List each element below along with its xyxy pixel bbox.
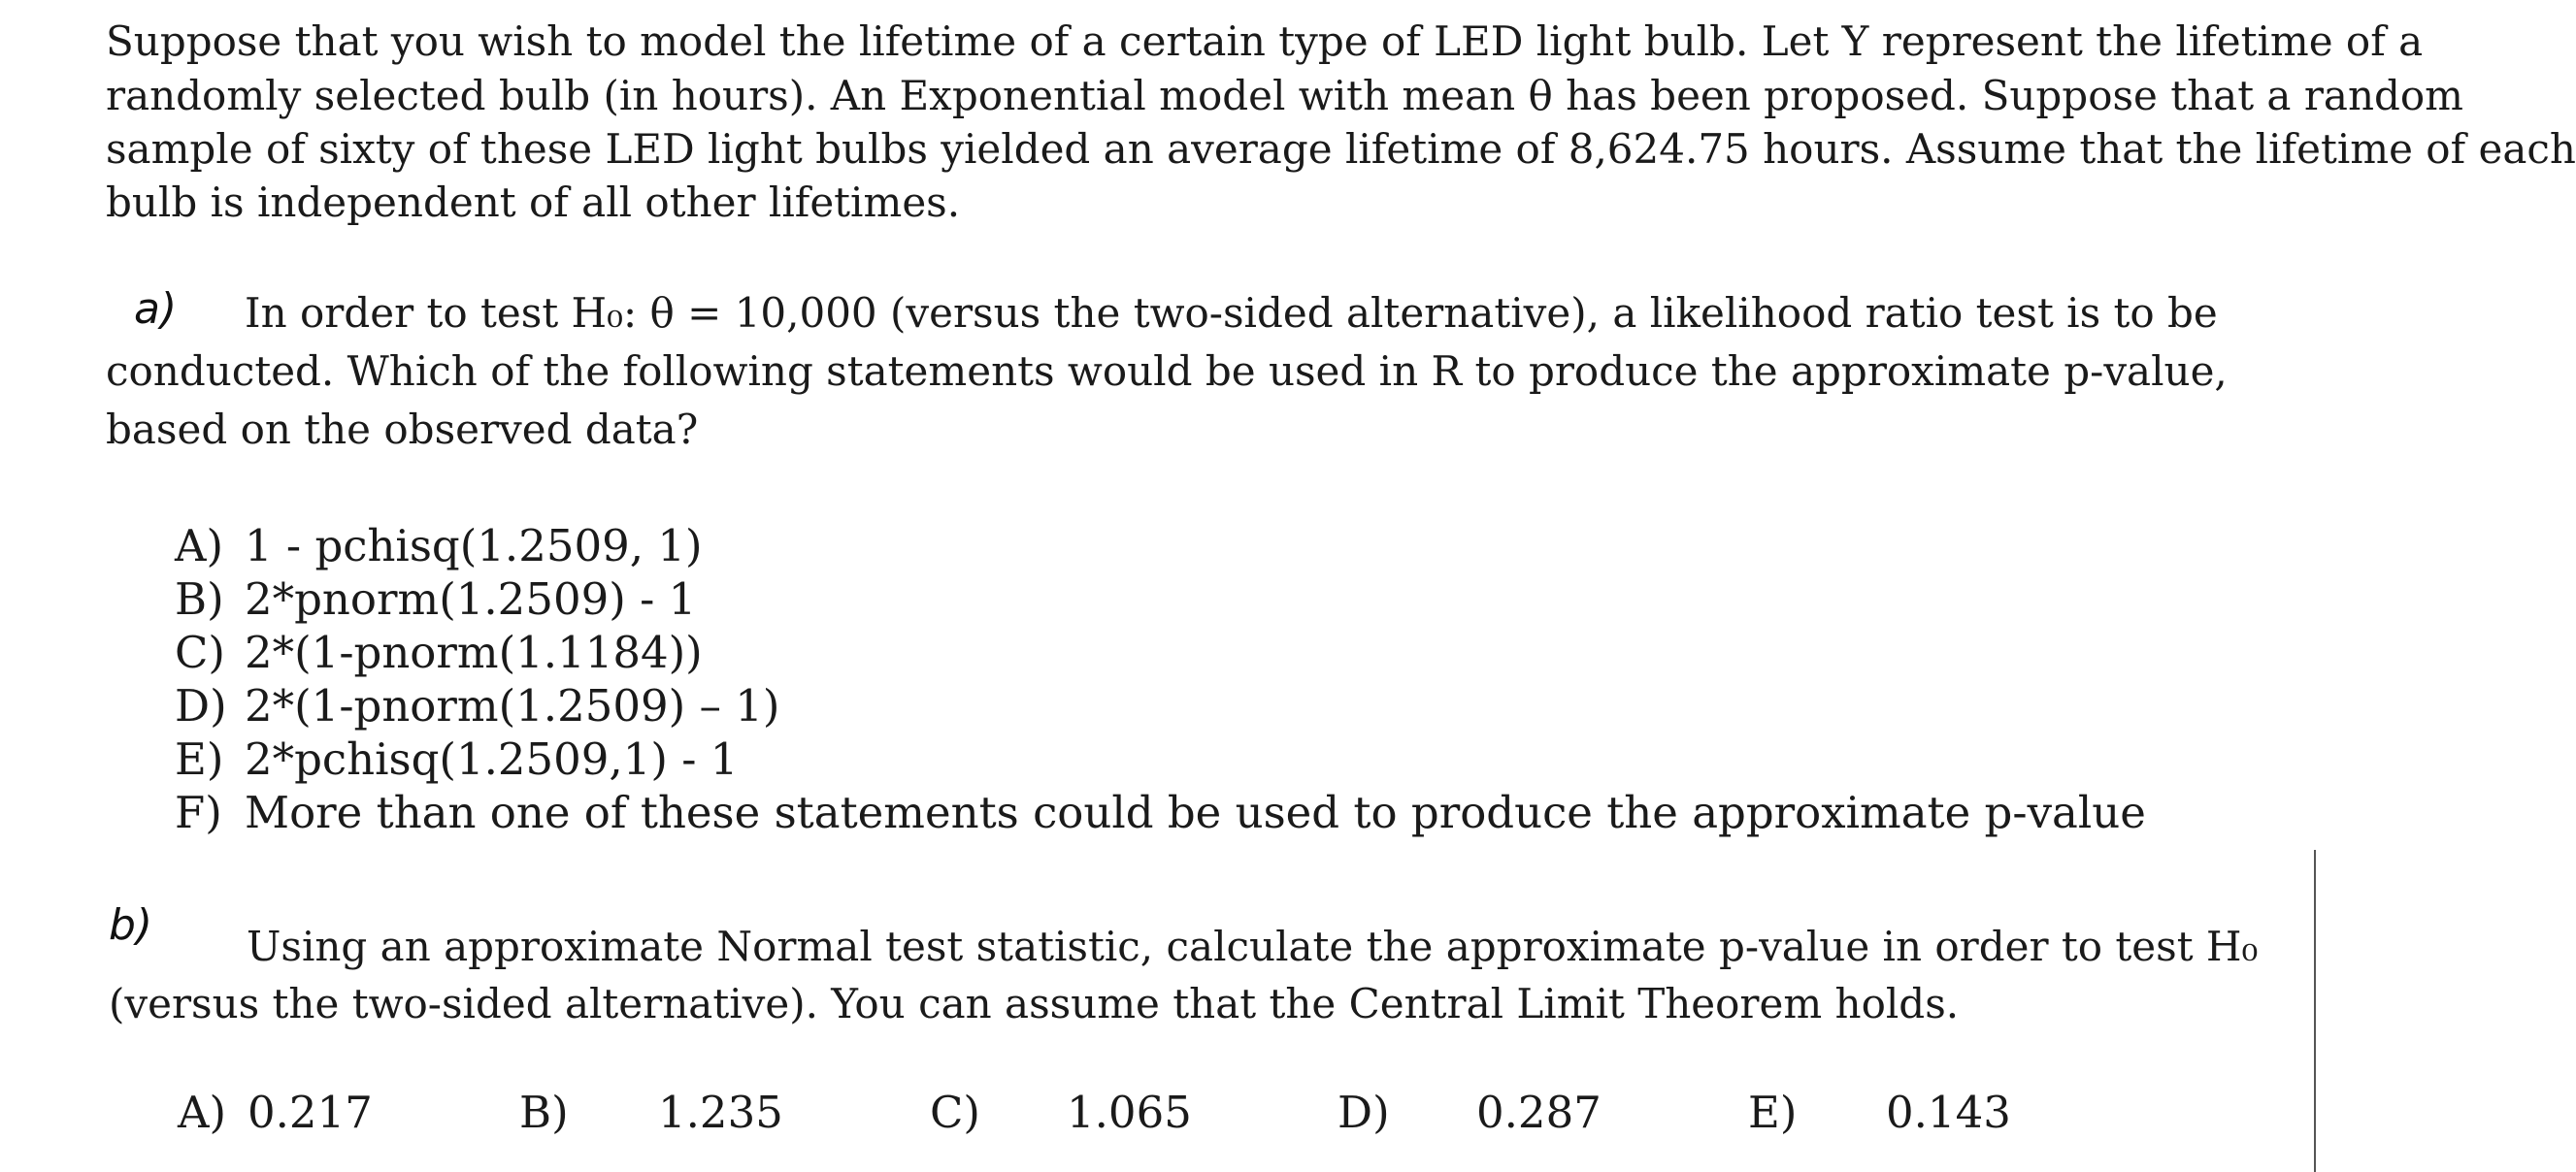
part-b-question-line: (versus the two-sided alternative). You can assume that the Central Limit Theorem holds.	[109, 980, 1960, 1027]
option-letter: A)	[175, 520, 224, 571]
option-value: 1.235	[658, 1087, 783, 1138]
option-letter: C)	[930, 1087, 980, 1138]
option-letter: D)	[175, 680, 227, 732]
option-letter: B)	[175, 573, 224, 625]
intro-line: bulb is independent of all other lifetimes.	[106, 179, 961, 226]
option-text: 1 - pchisq(1.2509, 1)	[245, 520, 703, 571]
option-a[interactable]	[175, 520, 703, 571]
option-text: 2*pnorm(1.2509) - 1	[245, 573, 697, 625]
option-e[interactable]	[175, 733, 739, 785]
option-d[interactable]	[175, 680, 780, 732]
page-edge-divider	[2314, 850, 2316, 1172]
option-letter: D)	[1338, 1087, 1390, 1138]
option-c[interactable]	[175, 627, 703, 678]
part-b-question-line: Using an approximate Normal test statistic, calculate the approximate p-value in order to test H₀	[247, 923, 2259, 970]
option-letter: C)	[175, 627, 225, 678]
option-text: 2*pchisq(1.2509,1) - 1	[245, 733, 739, 785]
option-letter: F)	[175, 787, 222, 838]
option-value: 0.217	[248, 1087, 373, 1138]
option-value: 0.287	[1476, 1087, 1602, 1138]
part-a-marker: a)	[134, 284, 178, 334]
option-letter: A)	[178, 1087, 227, 1138]
option-letter: E)	[175, 733, 224, 785]
option-value: 1.065	[1067, 1087, 1192, 1138]
option-letter: B)	[519, 1087, 569, 1138]
intro-line: randomly selected bulb (in hours). An Exponential model with mean θ has been proposed. Suppose that a random	[106, 72, 2463, 119]
option-f[interactable]	[175, 787, 2146, 838]
part-a-question-line: In order to test H₀: θ = 10,000 (versus the two-sided alternative), a likelihood ratio test is to be	[245, 289, 2218, 337]
option-text: More than one of these statements could be used to produce the approximate p-value	[245, 787, 2146, 838]
part-b-marker: b)	[109, 900, 153, 950]
option-value: 0.143	[1886, 1087, 2011, 1138]
option-b[interactable]	[175, 573, 697, 625]
intro-line: sample of sixty of these LED light bulbs yielded an average lifetime of 8,624.75 hours. Assume that the lifetime of each	[106, 125, 2576, 173]
intro-line: Suppose that you wish to model the lifetime of a certain type of LED light bulb. Let Y represent the lifetime of a	[106, 17, 2424, 65]
option-text: 2*(1-pnorm(1.2509) – 1)	[245, 680, 780, 732]
option-text: 2*(1-pnorm(1.1184))	[245, 627, 703, 678]
part-a-question-line: conducted. Which of the following statements would be used in R to produce the approximate p-value,	[106, 347, 2228, 395]
option-letter: E)	[1748, 1087, 1798, 1138]
part-a-question-line: based on the observed data?	[106, 406, 699, 453]
